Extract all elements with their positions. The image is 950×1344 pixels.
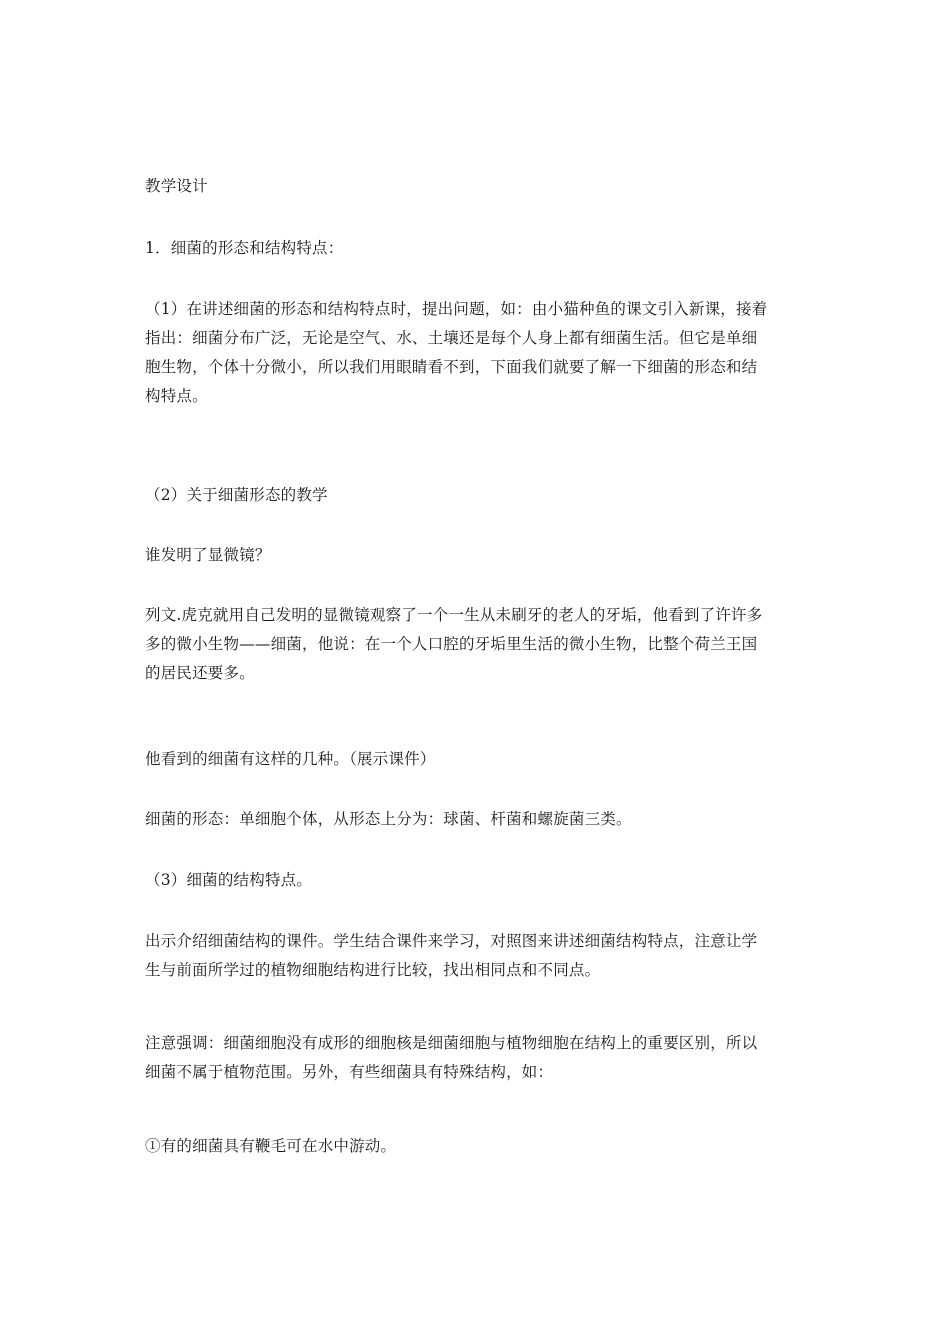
paragraph-line: 的居民还要多。 (145, 664, 255, 682)
paragraph-leeuwenhoek (145, 601, 810, 688)
subsection-2-title: （2）关于细菌形态的教学 (145, 486, 328, 504)
paragraph-bacteria-shapes: 细菌的形态：单细胞个体，从形态上分为：球菌、杆菌和螺旋菌三类。 (145, 810, 632, 828)
paragraph-line: 出示介绍细菌结构的课件。学生结合课件来学习，对照图来讲述细菌结构特点，注意让学 (145, 932, 758, 950)
paragraph-intro (145, 295, 810, 411)
paragraph-line: 构特点。 (145, 387, 208, 405)
section-1-title: 1．细菌的形态和结构特点： (145, 239, 344, 257)
paragraph-line: 生与前面所学过的植物细胞结构进行比较，找出相同点和不同点。 (145, 961, 601, 979)
question-text: 谁发明了显微镜？ (145, 546, 271, 564)
paragraph-line: （1）在讲述细菌的形态和结构特点时，提出问题，如：由小猫种鱼的课文引入新课，接着 (145, 300, 768, 318)
paragraph-emphasis (145, 1029, 810, 1087)
paragraph-bacteria-types: 他看到的细菌有这样的几种。（展示课件） (145, 750, 436, 768)
paragraph-structure (145, 927, 810, 985)
paragraph-line: 胞生物，个体十分微小，所以我们用眼睛看不到，下面我们就要了解一下细菌的形态和结 (145, 358, 758, 376)
paragraph-line: 指出：细菌分布广泛，无论是空气、水、土壤还是每个人身上都有细菌生活。但它是单细 (145, 329, 758, 347)
paragraph-line: 多的微小生物——细菌，他说：在一个人口腔的牙垢里生活的微小生物，比整个荷兰王国 (145, 635, 758, 653)
paragraph-line: 列文.虎克就用自己发明的显微镜观察了一个一生从未刷牙的老人的牙垢，他看到了许许多 (145, 606, 763, 624)
paragraph-line: 注意强调：细菌细胞没有成形的细胞核是细菌细胞与植物细胞在结构上的重要区别，所以 (145, 1034, 758, 1052)
document-heading: 教学设计 (145, 177, 208, 195)
list-item-flagella: ①有的细菌具有鞭毛可在水中游动。 (145, 1137, 397, 1155)
subsection-3-title: （3）细菌的结构特点。 (145, 871, 313, 889)
paragraph-line: 细菌不属于植物范围。另外，有些细菌具有特殊结构，如： (145, 1063, 554, 1081)
